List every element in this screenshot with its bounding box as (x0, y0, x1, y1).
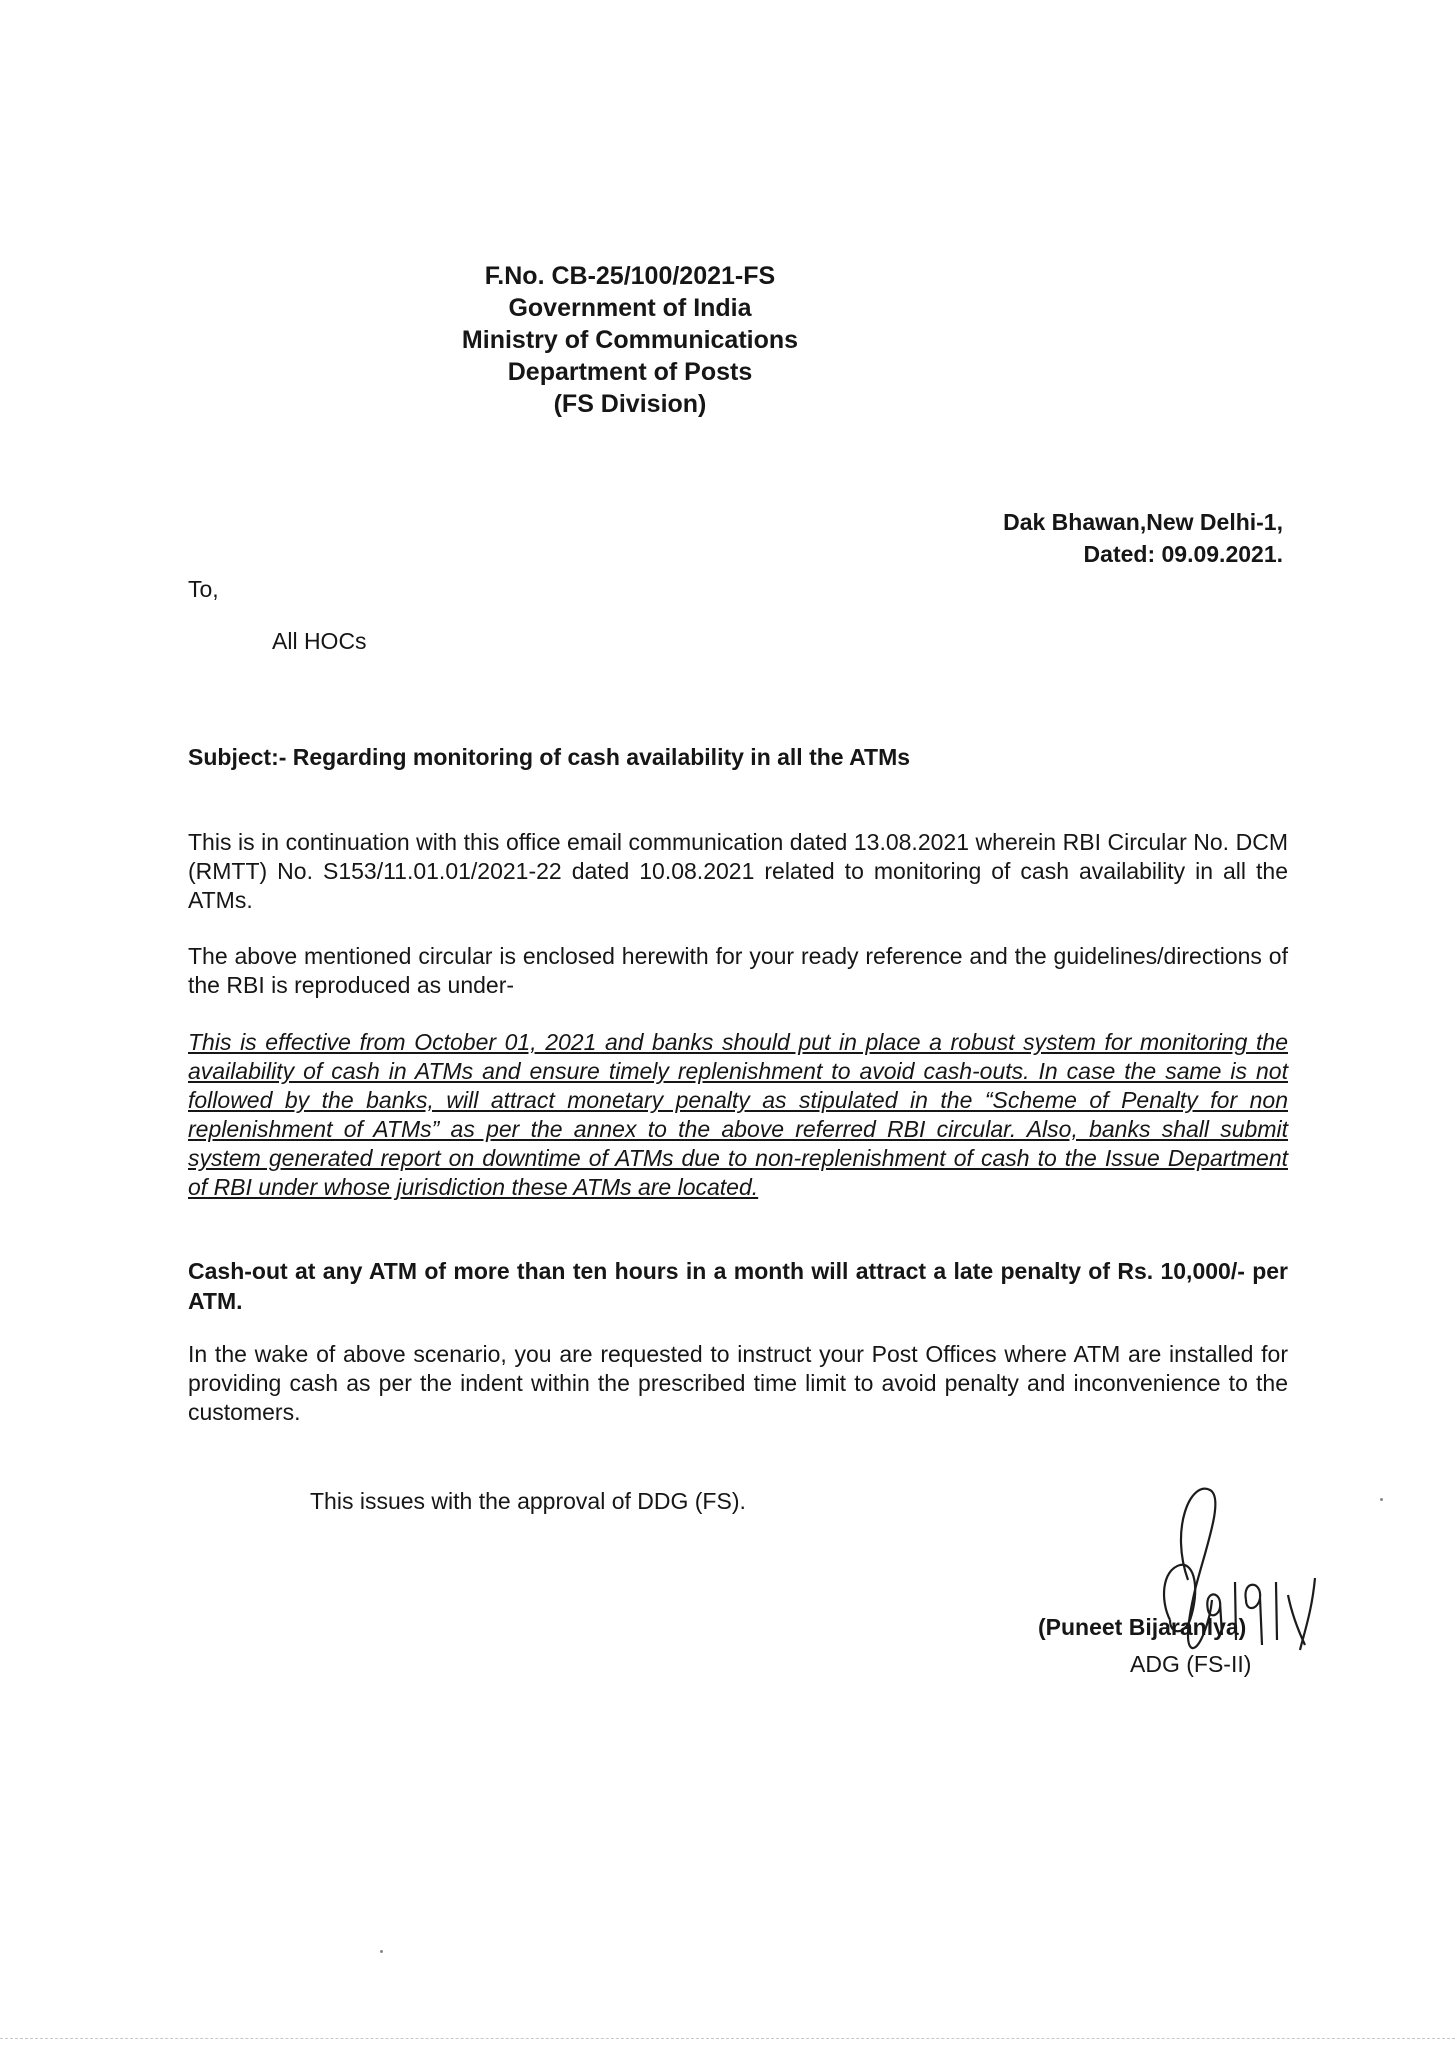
place: Dak Bhawan,New Delhi-1, (1003, 509, 1283, 535)
scan-speck (1380, 1498, 1383, 1501)
header-ministry: Ministry of Communications (461, 326, 799, 354)
file-number: F.No. CB-25/100/2021-FS (484, 262, 776, 290)
approval-line: This issues with the approval of DDG (FS). (310, 1488, 746, 1514)
to-label: To, (188, 576, 219, 602)
place-date-block (1003, 506, 1283, 570)
paragraph-instruction: In the wake of above scenario, you are requested to instruct your Post Offices where ATM are installed for providing cash as per the indent within the prescribed time limit to avoid penalty and inconvenience to the customers. (188, 1341, 1288, 1425)
header-government: Government of India (508, 294, 752, 322)
addressee: All HOCs (272, 628, 367, 654)
paragraph-continuation: This is in continuation with this office email communication dated 13.08.2021 wherein RBI Circular No. DCM (RMTT) No. S153/11.01.01/2021-22 dated 10.08.2021 related to monitoring of cash availability in all the ATMs. (188, 829, 1288, 913)
subject-line: Subject:- Regarding monitoring of cash availability in all the ATMs (188, 744, 911, 770)
paragraph-enclosure: The above mentioned circular is enclosed herewith for your ready reference and the guidelines/directions of the RBI is reproduced as under- (188, 943, 1288, 998)
scan-speck (380, 1950, 383, 1953)
scan-edge-line (0, 2038, 1455, 2039)
header-department: Department of Posts (507, 358, 753, 386)
header-division: (FS Division) (553, 390, 707, 418)
letter-header (0, 260, 1455, 420)
paragraph-rbi-guidelines: This is effective from October 01, 2021 and banks should put in place a robust system for monitoring the availability of cash in ATMs and ensure timely replenishment to avoid cash-outs. In case the same is not followed by the banks, will attract monetary penalty as stipulated in the “Scheme of Penalty for non replenishment of ATMs” as per the annex to the above referred RBI circular. Also, banks shall submit system generated report on downtime of ATMs due to non-replenishment of cash to the Issue Department of RBI under whose jurisdiction these ATMs are located. (188, 1029, 1288, 1200)
paragraph-penalty: Cash-out at any ATM of more than ten hours in a month will attract a late penalty of Rs. 10,000/- per ATM. (188, 1258, 1288, 1314)
signatory-designation: ADG (FS-II) (1130, 1651, 1252, 1677)
date: Dated: 09.09.2021. (1083, 541, 1283, 567)
signatory-name: (Puneet Bijaranlya) (1038, 1614, 1247, 1640)
